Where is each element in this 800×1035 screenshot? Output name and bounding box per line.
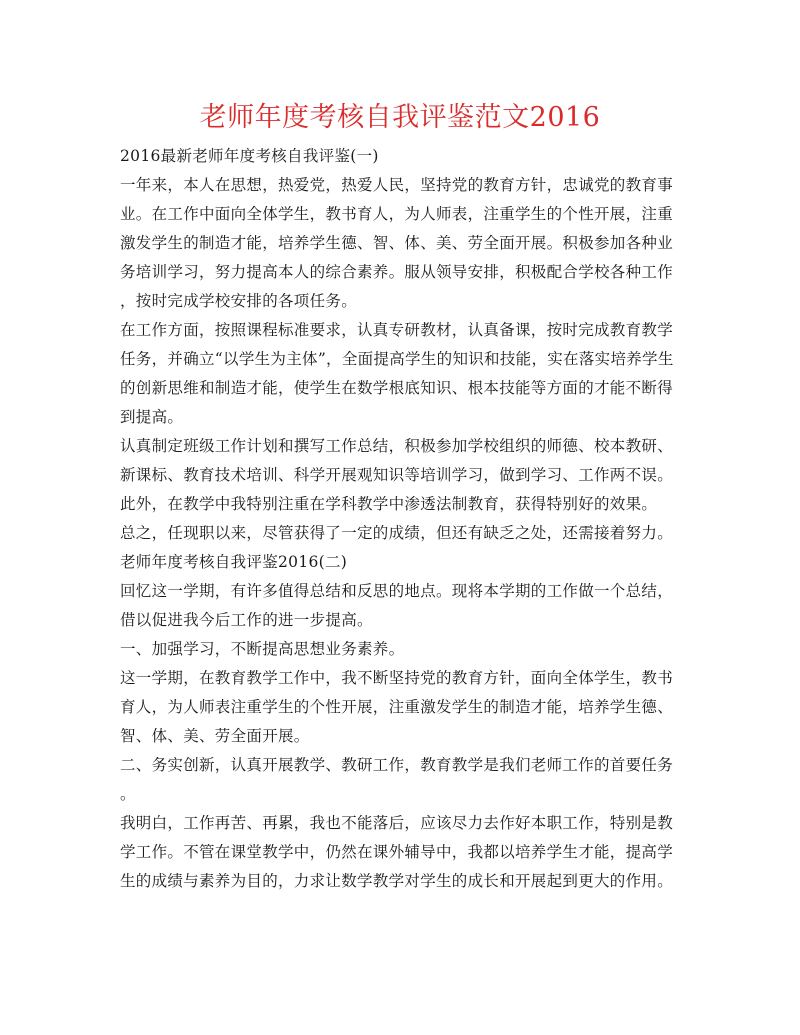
document-body	[120, 146, 680, 900]
section-heading-1: 2016最新老师年度考核自我评鉴(一)	[120, 147, 379, 165]
paragraph-line: 回忆这一学期，有许多值得总结和反思的地点。现将本学期的工作做一个总结，	[120, 582, 674, 600]
paragraph-line: 业。在工作中面向全体学生，教书育人，为人师表，注重学生的个性开展，注重	[120, 205, 674, 223]
paragraph-line: 育人，为人师表注重学生的个性开展，注重激发学生的制造才能，培养学生德、	[120, 698, 674, 716]
paragraph-line: ，按时完成学校安排的各项任务。	[120, 292, 358, 310]
paragraph-line: 我明白，工作再苦、再累，我也不能落后，应该尽力去作好本职工作，特别是教	[120, 814, 674, 832]
section-heading-2: 老师年度考核自我评鉴2016(二)	[120, 553, 348, 571]
document-title: 老师年度考核自我评鉴范文2016	[199, 102, 601, 133]
paragraph-line: 学工作。不管在课堂教学中，仍然在课外辅导中，我都以培养学生才能，提高学	[120, 843, 674, 861]
paragraph-line: 任务，并确立“以学生为主体”，全面提高学生的知识和技能，实在落实培养学生	[120, 350, 674, 368]
paragraph-line: 激发学生的制造才能，培养学生德、智、体、美、劳全面开展。积极参加各种业	[120, 234, 674, 252]
paragraph-line: 到提高。	[120, 408, 184, 426]
paragraph-line: 总之，任现职以来，尽管获得了一定的成绩，但还有缺乏之处，还需接着努力。	[120, 524, 674, 542]
paragraph-line: 的创新思维和制造才能，使学生在数学根底知识、根本技能等方面的才能不断得	[120, 379, 674, 397]
paragraph-line: 一年来，本人在思想，热爱党，热爱人民，坚持党的教育方针，忠诚党的教育事	[120, 176, 674, 194]
paragraph-line: 务培训学习，努力提高本人的综合素养。服从领导安排，积极配合学校各种工作	[120, 263, 674, 281]
subheading-line: 二、务实创新，认真开展教学、教研工作，教育教学是我们老师工作的首要任务	[120, 756, 674, 774]
paragraph-line: 新课标、教育技术培训、科学开展观知识等培训学习，做到学习、工作两不误。	[120, 466, 674, 484]
paragraph-line: 生的成绩与素养为目的，力求让数学教学对学生的成长和开展起到更大的作用。	[120, 872, 674, 890]
paragraph-line: 智、体、美、劳全面开展。	[120, 727, 310, 745]
paragraph-line: 在工作方面，按照课程标准要求，认真专研教材，认真备课，按时完成教育教学	[120, 321, 674, 339]
paragraph-line: 这一学期，在教育教学工作中，我不断坚持党的教育方针，面向全体学生，教书	[120, 669, 674, 687]
paragraph-line: 。	[120, 785, 136, 803]
paragraph-line: 借以促进我今后工作的进一步提高。	[120, 611, 373, 629]
paragraph-line: 此外，在教学中我特别注重在学科教学中渗透法制教育，获得特别好的效果。	[120, 495, 658, 513]
paragraph-line: 认真制定班级工作计划和撰写工作总结，积极参加学校组织的师德、校本教研、	[120, 437, 674, 455]
subheading-line: 一、加强学习，不断提高思想业务素养。	[120, 640, 405, 658]
